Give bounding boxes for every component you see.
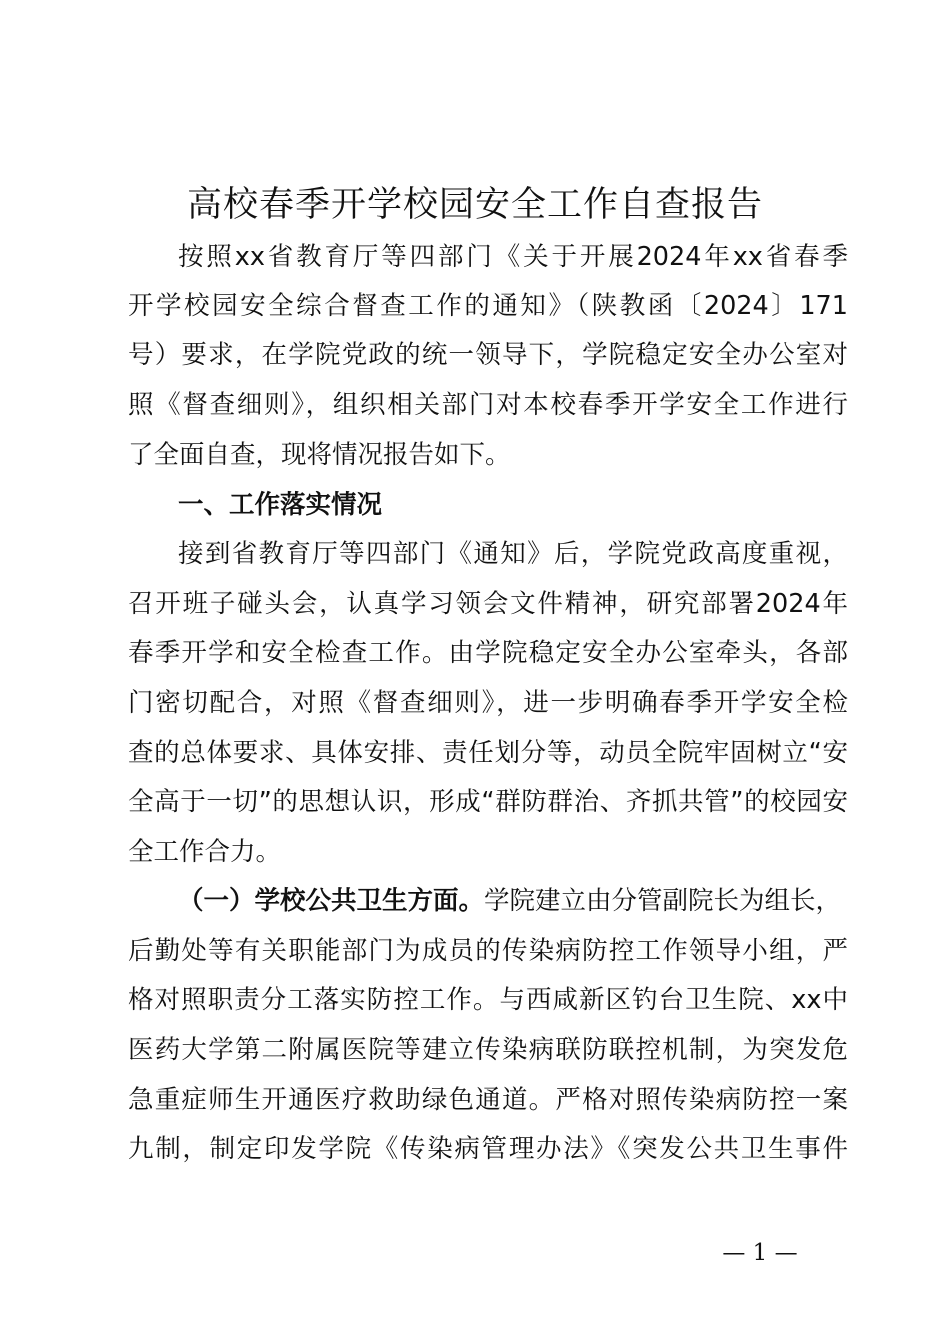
paragraph-line bbox=[178, 884, 848, 918]
paragraph-line: 查的总体要求、具体安排、责任划分等，动员全院牢固树立“安 bbox=[128, 738, 848, 768]
paragraph-line: 格对照职责分工落实防控工作。与西咸新区钓台卫生院、xx中 bbox=[128, 985, 848, 1015]
page-number: — 1 — bbox=[722, 1240, 798, 1266]
paragraph-line: 春季开学和安全检查工作。由学院稳定安全办公室牵头，各部 bbox=[128, 638, 848, 668]
paragraph-line: 接到省教育厅等四部门《通知》后，学院党政高度重视， bbox=[178, 539, 848, 569]
paragraph-line: 召开班子碰头会，认真学习领会文件精神，研究部署2024年 bbox=[128, 589, 848, 619]
paragraph-text: 学院建立由分管副院长为组长， bbox=[484, 886, 842, 916]
paragraph-line: 九制，制定印发学院《传染病管理办法》《突发公共卫生事件 bbox=[128, 1134, 848, 1164]
paragraph-line: 门密切配合，对照《督查细则》，进一步明确春季开学安全检 bbox=[128, 688, 848, 718]
paragraph-line: 全工作合力。 bbox=[128, 837, 282, 867]
paragraph-line: 照《督查细则》，组织相关部门对本校春季开学安全工作进行 bbox=[128, 390, 848, 420]
paragraph-line: 按照xx省教育厅等四部门《关于开展2024年xx省春季 bbox=[178, 242, 848, 272]
paragraph-line: 后勤处等有关职能部门为成员的传染病防控工作领导小组，严 bbox=[128, 936, 848, 966]
paragraph-line: 医药大学第二附属医院等建立传染病联防联控机制，为突发危 bbox=[128, 1035, 848, 1065]
paragraph-line: 开学校园安全综合督查工作的通知》（陕教函〔2024〕171 bbox=[128, 291, 848, 321]
section-heading: 一、工作落实情况 bbox=[178, 490, 383, 520]
document-title: 高校春季开学校园安全工作自查报告 bbox=[186, 185, 763, 225]
paragraph-line: 了全面自查，现将情况报告如下。 bbox=[128, 440, 511, 470]
paragraph-line: 急重症师生开通医疗救助绿色通道。严格对照传染病防控一案 bbox=[128, 1085, 848, 1115]
subsection-heading: （一）学校公共卫生方面。 bbox=[178, 886, 485, 916]
paragraph-line: 号）要求，在学院党政的统一领导下，学院稳定安全办公室对 bbox=[128, 340, 848, 370]
paragraph-line: 全高于一切”的思想认识，形成“群防群治、齐抓共管”的校园安 bbox=[128, 787, 848, 817]
